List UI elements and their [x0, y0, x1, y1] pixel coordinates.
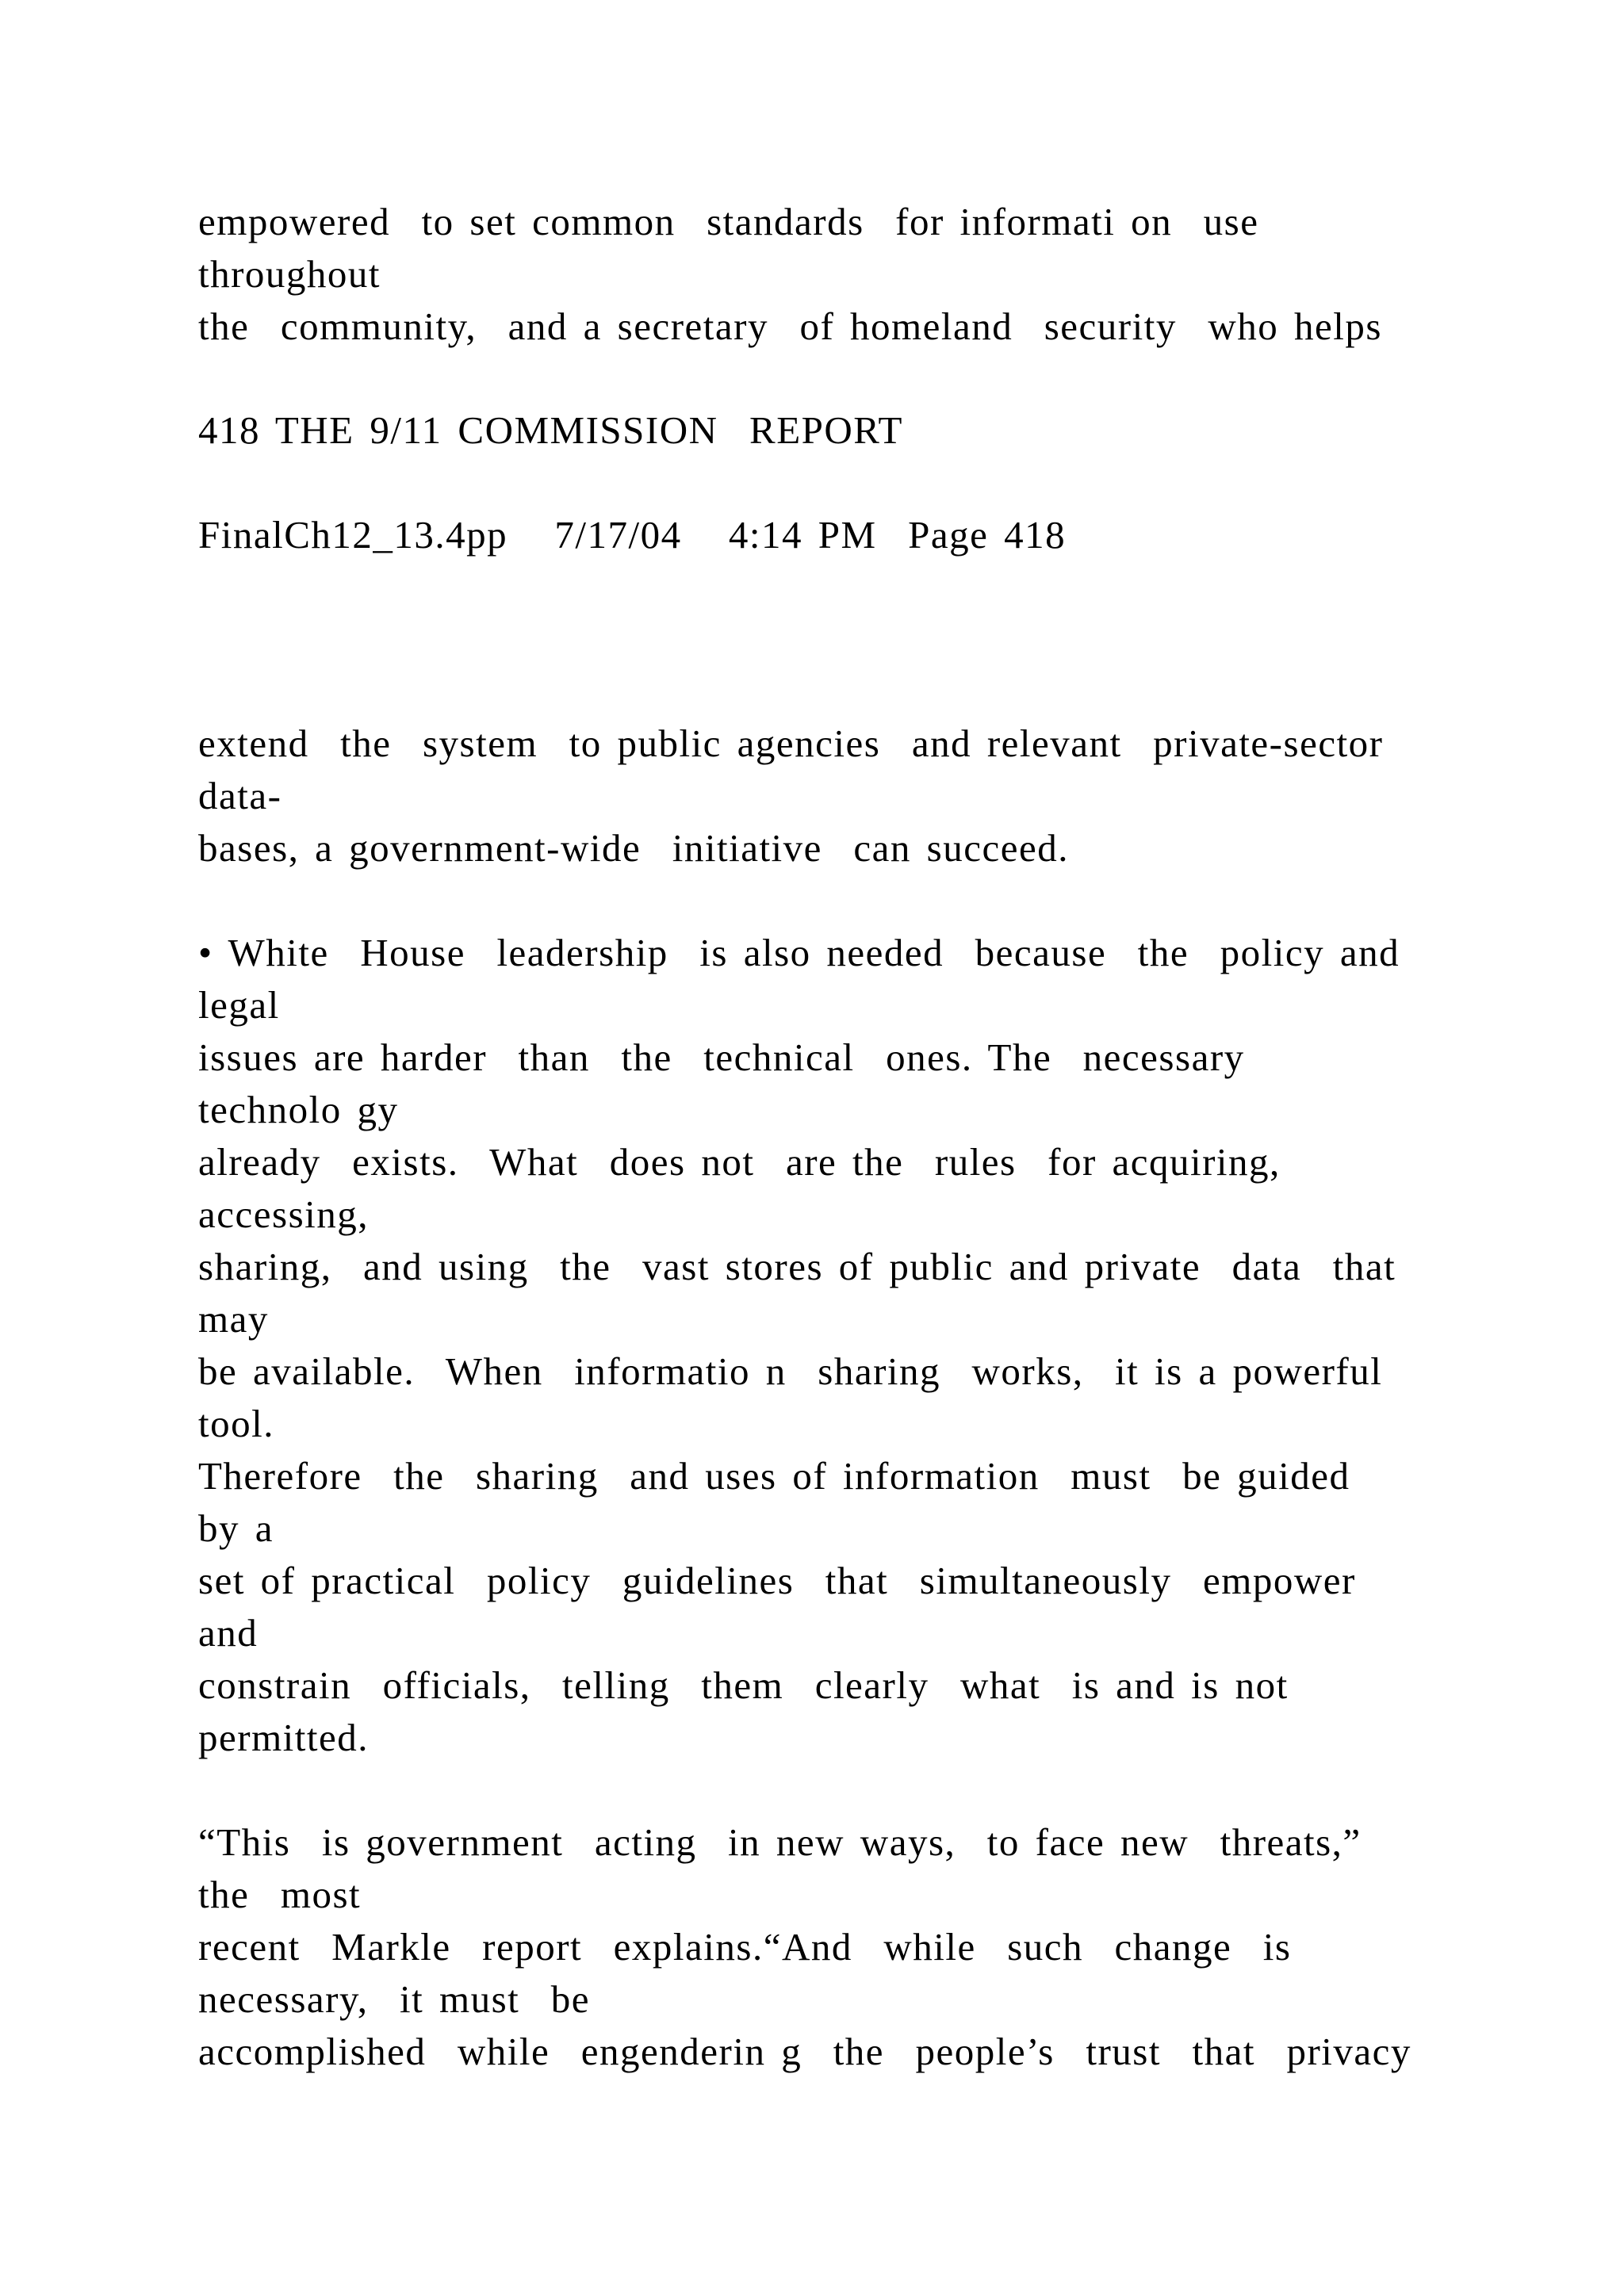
- text-line: be available. When informatio n sharing works, it is a powerful: [198, 1349, 1383, 1393]
- text-line: sharing, and using the vast stores of public and private data that: [198, 1245, 1396, 1288]
- text-line: legal: [198, 983, 280, 1027]
- text-line: necessary, it must be: [198, 1977, 591, 2021]
- text-line: bases, a government-wide initiative can succeed.: [198, 826, 1069, 870]
- running-footer: 418 THE 9/11 COMMISSION REPORT: [198, 408, 903, 452]
- text-line: empowered to set common standards for informati on use: [198, 200, 1259, 243]
- text-line: the most: [198, 1873, 362, 1916]
- text-line: data-: [198, 774, 282, 817]
- text-line: recent Markle report explains.“And while such change is: [198, 1925, 1292, 1969]
- text-line: Therefore the sharing and uses of information must be guided: [198, 1454, 1350, 1498]
- text-line: throughout: [198, 252, 381, 296]
- text-line: extend the system to public agencies and relevant private-sector: [198, 721, 1384, 765]
- text-line: accomplished while engenderin g the people’s trust that privacy: [198, 2030, 1411, 2073]
- text-line: tool.: [198, 1402, 274, 1445]
- text-line: technolo gy: [198, 1088, 399, 1131]
- text-line: already exists. What does not are the rules for acquiring,: [198, 1140, 1281, 1184]
- text-line: set of practical policy guidelines that simultaneously empower: [198, 1559, 1356, 1602]
- text-line: by a: [198, 1506, 274, 1550]
- text-line: the community, and a secretary of homeland security who helps: [198, 304, 1382, 348]
- text-line: “This is government acting in new ways, to face new threats,”: [198, 1820, 1362, 1864]
- text-line: • White House leadership is also needed because the policy and: [198, 931, 1400, 974]
- text-line: constrain officials, telling them clearly what is and is not: [198, 1663, 1289, 1707]
- text-line: permitted.: [198, 1716, 370, 1759]
- text-line: may: [198, 1297, 269, 1341]
- print-slug: FinalCh12_13.4pp 7/17/04 4:14 PM Page 418: [198, 513, 1067, 557]
- text-line: issues are harder than the technical ones. The necessary: [198, 1035, 1245, 1079]
- text-line: and: [198, 1611, 259, 1655]
- text-line: accessing,: [198, 1192, 369, 1236]
